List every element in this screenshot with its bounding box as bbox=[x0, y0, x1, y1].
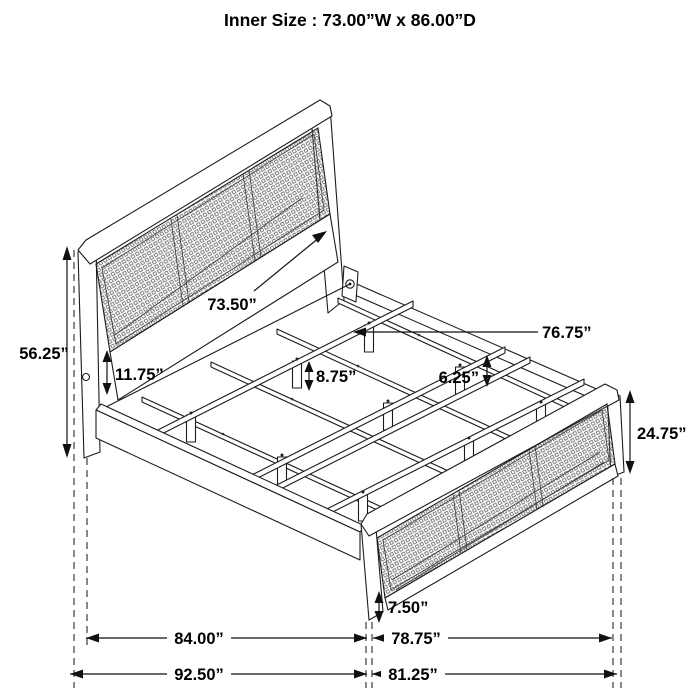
dim-label-headboard-height: 56.25” bbox=[19, 345, 69, 363]
dim-label-footboard-clearance: 7.50” bbox=[388, 599, 429, 617]
dim-footboard-height bbox=[626, 390, 687, 474]
dim-label-slat-gap: 6.25” bbox=[438, 369, 479, 387]
dim-label-headboard-width: 73.50” bbox=[207, 296, 257, 314]
dim-label-support-rail-length: 76.75” bbox=[542, 324, 592, 342]
dim-label-footboard-height: 24.75” bbox=[637, 425, 687, 443]
dim-label-slat-leg-height: 8.75” bbox=[316, 368, 357, 386]
dim-headboard-height bbox=[19, 246, 71, 458]
dim-label-overall-depth-footboard: 81.25” bbox=[388, 666, 438, 684]
dim-row-inner-depth bbox=[86, 628, 612, 648]
footboard bbox=[361, 384, 624, 620]
dim-label-overall-depth-headboard: 92.50” bbox=[174, 666, 224, 684]
dim-label-rail-to-footboard-depth: 78.75” bbox=[391, 630, 441, 648]
dim-row-overall-depth bbox=[70, 664, 617, 684]
inner-size-title: Inner Size : 73.00”W x 86.00”D bbox=[224, 10, 476, 30]
dim-label-rail-top-clearance: 11.75” bbox=[115, 366, 164, 384]
dim-label-inner-frame-depth: 84.00” bbox=[174, 630, 224, 648]
